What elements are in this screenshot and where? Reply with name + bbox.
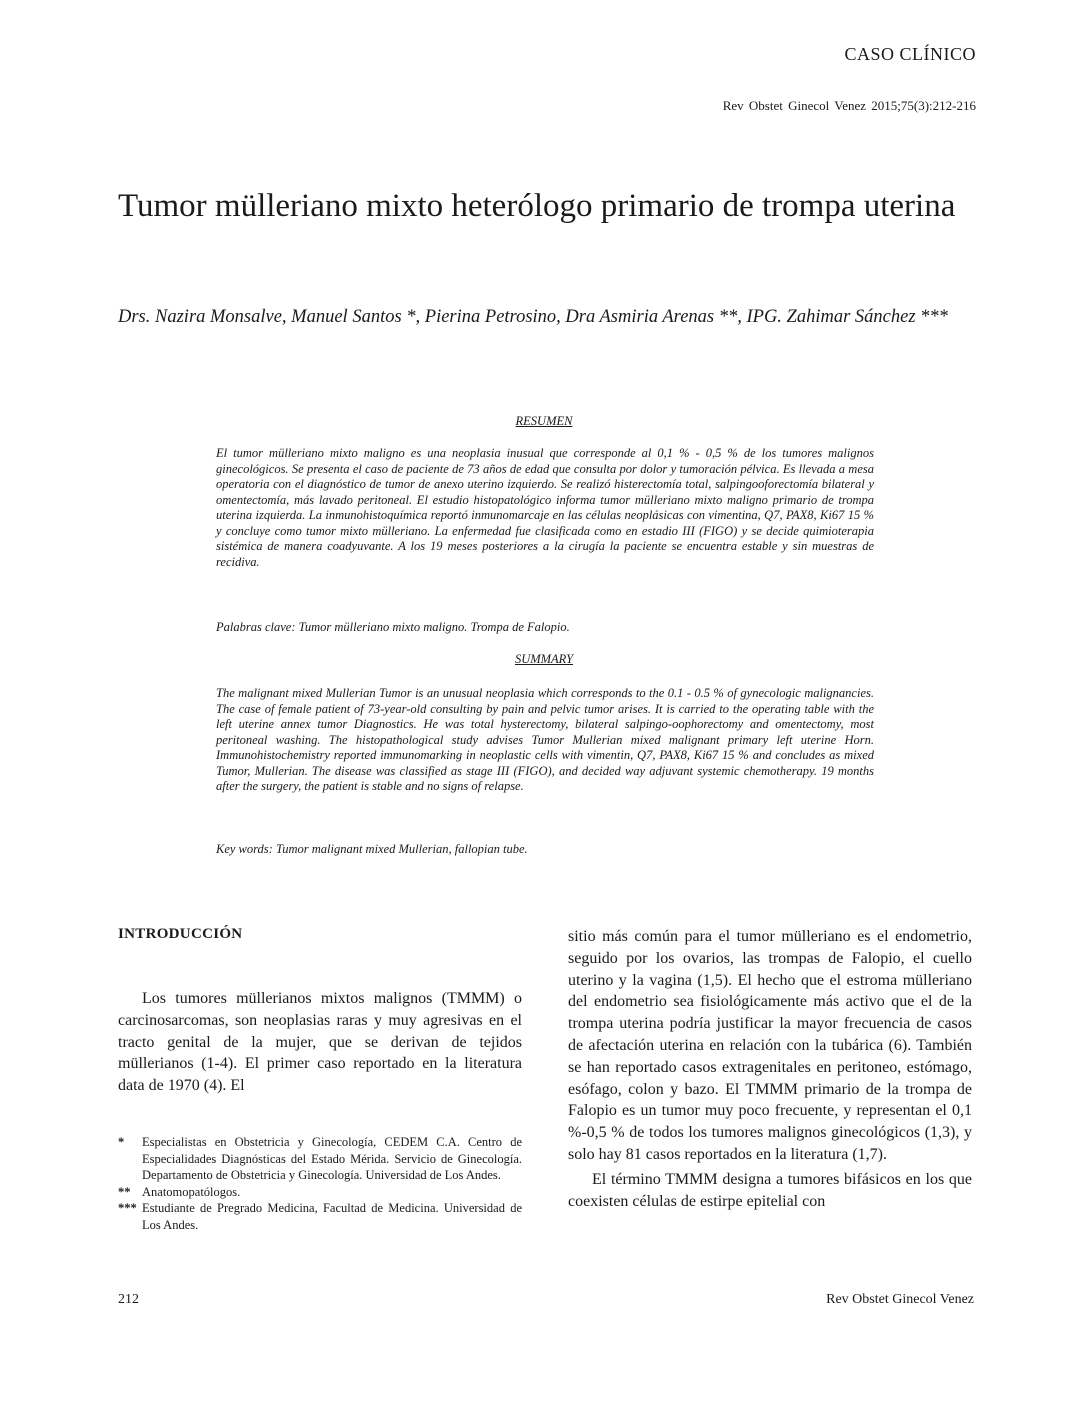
page-number: 212	[118, 1292, 139, 1307]
body-column-right	[568, 926, 972, 1212]
footnote-text: Anatomopatólogos.	[142, 1184, 241, 1199]
keywords-en: Key words: Tumor malignant mixed Mullerian, fallopian tube.	[216, 842, 528, 856]
body-paragraph-left: Los tumores müllerianos mixtos malignos (TMMM) o carcinosarcomas, son neoplasias raras y muy agresivas en el tracto genital de la mujer, que se derivan de tejidos müllerianos (1-4). El primer caso reportado en la literatura data de 1970 (4). El	[118, 990, 522, 1095]
footnote-marker: *	[118, 1135, 125, 1149]
footnote-text: Estudiante de Pregrado Medicina, Facultad de Medicina. Universidad de Los Andes.	[142, 1201, 522, 1232]
footnote-marker: **	[118, 1184, 131, 1199]
abstract-heading-es: RESUMEN	[515, 414, 573, 428]
body-paragraph-right-1: sitio más común para el tumor mülleriano es el endometrio, seguido por los ovarios, las trompas de Falopio, el cuello uterino y la vagina (1,5). El hecho que el estroma mülleriano del endometrio sea fisiológicamente más activo que el de la trompa uterina podría justificar la mayor frecuencia de casos de afectación uterina en relación con la tubárica (6). También se han reportado casos extragenitales en peritoneo, estómago, esófago, colon y bazo. El TMMM primario de la trompa de Falopio es un tumor muy poco frecuente, y representan el 0,1 %-0,5 % de todos los tumores malignos ginecológicos (1,3), y solo hay 81 casos reportados en la literatura (1,7).	[568, 928, 972, 1163]
footnote	[118, 1200, 522, 1233]
footnote-text: Especialistas en Obstetricia y Ginecología, CEDEM C.A. Centro de Especialidades Diagnósticas del Estado Mérida. Servicio de Ginecología. Departamento de Obstetricia y Ginecología. Universidad de Los Andes.	[142, 1135, 522, 1182]
section-heading-introduction: INTRODUCCIÓN	[118, 926, 243, 942]
footnotes	[118, 1134, 522, 1233]
author-list: Drs. Nazira Monsalve, Manuel Santos *, Pierina Petrosino, Dra Asmiria Arenas **, IPG. Zahimar Sánchez ***	[118, 307, 948, 327]
footnote	[118, 1184, 522, 1201]
running-footer: Rev Obstet Ginecol Venez	[826, 1292, 974, 1307]
article-title: Tumor mülleriano mixto heterólogo primario de trompa uterina	[118, 188, 956, 224]
journal-citation: Rev Obstet Ginecol Venez 2015;75(3):212-216	[722, 98, 976, 113]
body-paragraph-right-2: El término TMMM designa a tumores bifásicos en los que coexisten células de estirpe epitelial con	[568, 1170, 972, 1210]
abstract-text-es: El tumor mülleriano mixto maligno es una neoplasia inusual que corresponde al 0,1 % - 0,5 % de los tumores malignos ginecológicos. Se presenta el caso de paciente de 73 años de edad que consulta por dolor y tumoración pélvica. Es llevada a mesa operatoria con el diagnóstico de tumor de anexo uterino izquierdo. Se realizó histerectomía total, salpingooforectomía bilateral y omentectomía, más lavado peritoneal. El estudio histopatológico informa tumor mülleriano mixto maligno primario de trompa uterina izquierda. La inmunohistoquímica reportó inmunomarcaje en las células neoplásicas con vimentina, Q7, PAX8, Ki67 15 % y concluye como tumor mixto mülleriano. La enfermedad fue clasificada como en estadio III (FIGO) y se decide quimioterapia sistémica de manera coadyuvante. A los 19 meses posteriores a la cirugía la paciente se encuentra estable y sin muestras de recidiva.	[216, 446, 874, 569]
footnote-marker: ***	[118, 1201, 137, 1215]
section-label: CASO CLÍNICO	[844, 44, 976, 64]
abstract-heading-en: SUMMARY	[514, 652, 574, 666]
abstract-text-en: The malignant mixed Mullerian Tumor is an unusual neoplasia which corresponds to the 0.1 - 0.5 % of gynecologic malignancies. The case of female patient of 73-year-old consulting by pain and pelvic tumor arises. It is carried to the operating table with the left uterine annex tumor Diagnostics. He was total hysterectomy, bilateral salpingo-oophorectomy and omentectomy, most peritoneal washing. The histopathological study advises Tumor Mullerian mixed malignant primary left uterine Horn. Immunohistochemistry reported immunomarking in neoplastic cells with vimentin, Q7, PAX8, Ki67 15 % and concludes as mixed Tumor, Mullerian. The disease was classified as stage III (FIGO), and decided way adjuvant systemic chemotherapy. 19 months after the surgery, the patient is stable and no signs of relapse.	[216, 686, 874, 793]
keywords-es: Palabras clave: Tumor mülleriano mixto maligno. Trompa de Falopio.	[216, 620, 570, 634]
footnote	[118, 1134, 522, 1184]
